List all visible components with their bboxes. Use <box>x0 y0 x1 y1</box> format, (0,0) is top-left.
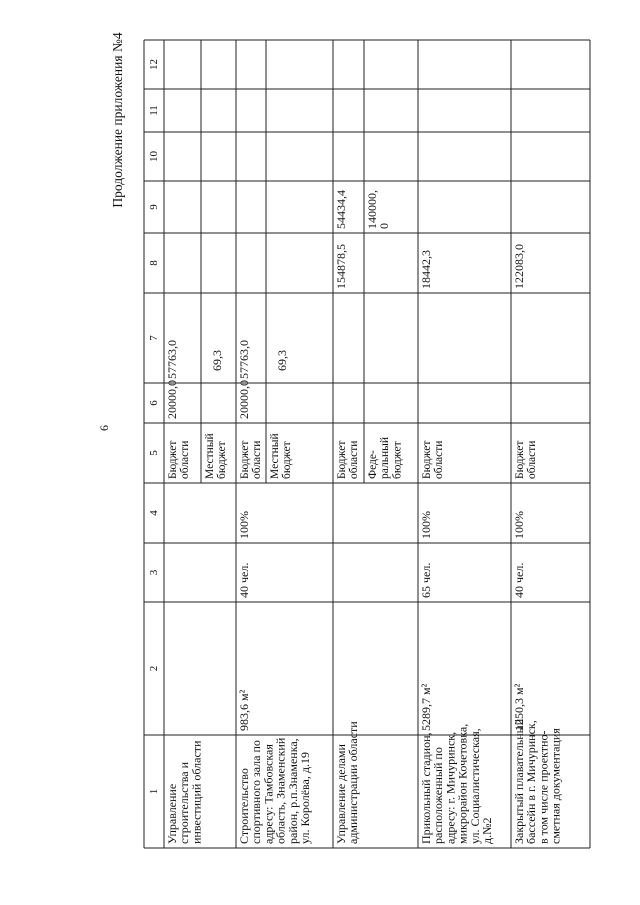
budget-source: области <box>251 440 264 479</box>
area-value: 5289,7 м² <box>419 683 433 731</box>
budget-source: Бюджет <box>514 440 526 479</box>
header-cell: 3 <box>148 569 160 576</box>
budget-source: Бюджет <box>239 440 251 479</box>
row-name: расположенный по <box>431 747 446 844</box>
amount-value: 57763,0 <box>237 340 251 379</box>
amount-value: 140000, <box>365 190 379 229</box>
amount-value: 20000,0 <box>165 380 179 419</box>
row-name: спортивного зала по <box>249 740 264 844</box>
budget-source: области <box>433 440 446 479</box>
budget-source: Бюджет <box>167 440 179 479</box>
budget-source: области <box>526 440 539 479</box>
row-name: сметная документация <box>548 728 563 844</box>
area-value: 1250,3 м² <box>512 683 526 731</box>
amount-value: 154878,5 <box>334 244 348 289</box>
row-name: Управление делами <box>334 744 348 844</box>
budget-source: Местный <box>269 433 281 479</box>
amount-value: 54434,4 <box>334 190 348 229</box>
header-cell: 2 <box>148 665 160 672</box>
budget-source: Местный <box>204 433 216 479</box>
row-name: ул. Социалистическая, <box>467 728 482 844</box>
amount-value: 122083,0 <box>512 244 526 289</box>
row-name: Прикольный стадион, <box>419 732 433 844</box>
header-cell: 8 <box>148 260 160 266</box>
header-cell: 1 <box>148 788 160 795</box>
readiness-value: 100% <box>237 511 251 539</box>
page-number: 6 <box>97 425 111 431</box>
row-name: область, Знаменский <box>273 737 288 844</box>
table-content <box>148 59 563 844</box>
row-name: инвестиций области <box>189 740 204 844</box>
amount-value: 18442,3 <box>419 250 433 289</box>
row-name: строительства и <box>177 762 192 844</box>
row-name: бассейн в г. Мичуринск, <box>524 720 539 844</box>
row-name: Строительство <box>237 768 251 844</box>
continuation-title: Продолжение приложения №4 <box>110 32 125 208</box>
capacity-value: 65 чел. <box>419 562 433 598</box>
readiness-value: 100% <box>419 511 433 539</box>
header-cell: 11 <box>148 105 160 116</box>
amount-value: 69,3 <box>210 350 224 371</box>
row-name: адресу: г. Мичуринск, <box>443 731 458 844</box>
amount-value: 20000,0 <box>237 380 251 419</box>
header-cell: 7 <box>148 335 160 341</box>
budget-source: ральный <box>379 437 392 479</box>
row-name: Закрытый плавательный <box>512 718 526 844</box>
row-name: микрорайон Кочетовка, <box>455 723 470 844</box>
budget-source: Феде- <box>367 450 379 479</box>
row-name: ул. Королёва, д.19 <box>298 752 312 844</box>
amount-value: 0 <box>377 223 392 229</box>
row-name: район, р.п.Знаменка, <box>285 738 300 844</box>
budget-source: бюджет <box>391 441 404 479</box>
capacity-value: 40 чел. <box>512 562 526 598</box>
header-cell: 9 <box>148 204 160 210</box>
amount-value: 57763,0 <box>165 340 179 379</box>
row-name: адресу: Тамбовская <box>261 744 276 844</box>
header-cell: 5 <box>148 450 160 456</box>
budget-source: области <box>348 440 361 479</box>
header-cell: 10 <box>148 151 160 162</box>
budget-source: области <box>179 440 192 479</box>
readiness-value: 100% <box>512 511 526 539</box>
budget-source: Бюджет <box>421 440 433 479</box>
row-name: д.№2 <box>480 817 494 844</box>
budget-source: бюджет <box>281 441 294 479</box>
header-cell: 6 <box>148 400 160 406</box>
row-name: Управление <box>165 783 179 844</box>
budget-source: бюджет <box>216 441 229 479</box>
amount-value: 69,3 <box>275 350 289 371</box>
header-cell: 12 <box>148 59 160 70</box>
area-value: 983,6 м² <box>237 689 251 731</box>
row-name: в том числе проектно- <box>536 730 551 844</box>
budget-source: Бюджет <box>336 440 348 479</box>
row-name: администрации области <box>346 721 361 844</box>
header-cell: 4 <box>148 510 160 516</box>
capacity-value: 40 чел. <box>237 562 251 598</box>
